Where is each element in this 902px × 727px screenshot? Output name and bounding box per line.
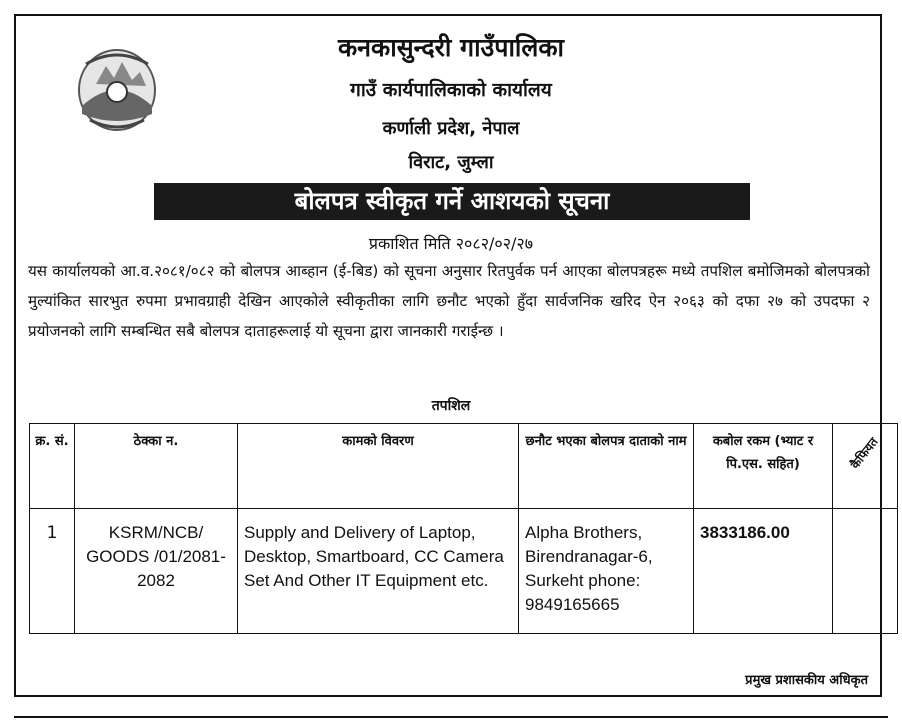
header-remarks-label: कैफियत (848, 434, 882, 472)
bottom-rule (14, 716, 888, 718)
header-sn: क्र. सं. (30, 424, 75, 509)
location-name: विराट, जुम्ला (408, 152, 494, 173)
org-name: कनकासुन्दरी गाउँपालिका (337, 33, 565, 62)
published-date: प्रकाशित मिति २०८२/०२/२७ (368, 234, 534, 253)
notice-title: बोलपत्र स्वीकृत गर्ने आशयको सूचना (154, 183, 750, 220)
table-caption: तपशिल (431, 398, 471, 414)
cell-sn: 1 (30, 509, 75, 634)
cell-amount: 3833186.00 (694, 509, 833, 634)
header-contract-no: ठेक्का न. (75, 424, 238, 509)
notice-body: यस कार्यालयको आ.व.२०८१/०८२ को बोलपत्र आब्हान (ई-बिड) को सूचना अनुसार रितपुर्वक पर्न आएका बोलपत्रहरू मध्ये तपशिल बमोजिमको बोलपत्रको मुल्यांकित सारभुत रुपमा प्रभावग्राही देखिन आएकोले स्वीकृतीका लागि छनौट भएको हुँदा सार्वजनिक खरिद ऐन २०६३ को दफा २७ को उपदफा २ प्रयोजनको लागि सम्बन्धित सबै बोलपत्र दाताहरूलाई यो सूचना द्वारा जानकारी गराईन्छ । (28, 262, 870, 340)
bid-table (29, 423, 898, 634)
office-name: गाउँ कार्यपालिकाको कार्यालय (350, 79, 552, 101)
table-header-row (30, 424, 898, 509)
cell-description: Supply and Delivery of Laptop, Desktop, Smartboard, CC Camera Set And Other IT Equipment etc. (238, 509, 519, 634)
cell-bidder: Alpha Brothers, Birendranagar-6, Surkeht phone: 9849165665 (519, 509, 694, 634)
header-remarks (833, 424, 898, 509)
table-row (30, 509, 898, 634)
cell-remarks (833, 509, 898, 634)
header-description: कामको विवरण (238, 424, 519, 509)
province-name: कर्णाली प्रदेश, नेपाल (382, 118, 520, 139)
signatory: प्रमुख प्रशासकीय अधिकृत (745, 673, 868, 688)
header-bidder: छनौट भएका बोलपत्र दाताको नाम (519, 424, 694, 509)
cell-contract-no: KSRM/NCB/ GOODS /01/2081-2082 (75, 509, 238, 634)
header-amount: कबोल रकम (भ्याट र पि.एस. सहित) (694, 424, 833, 509)
